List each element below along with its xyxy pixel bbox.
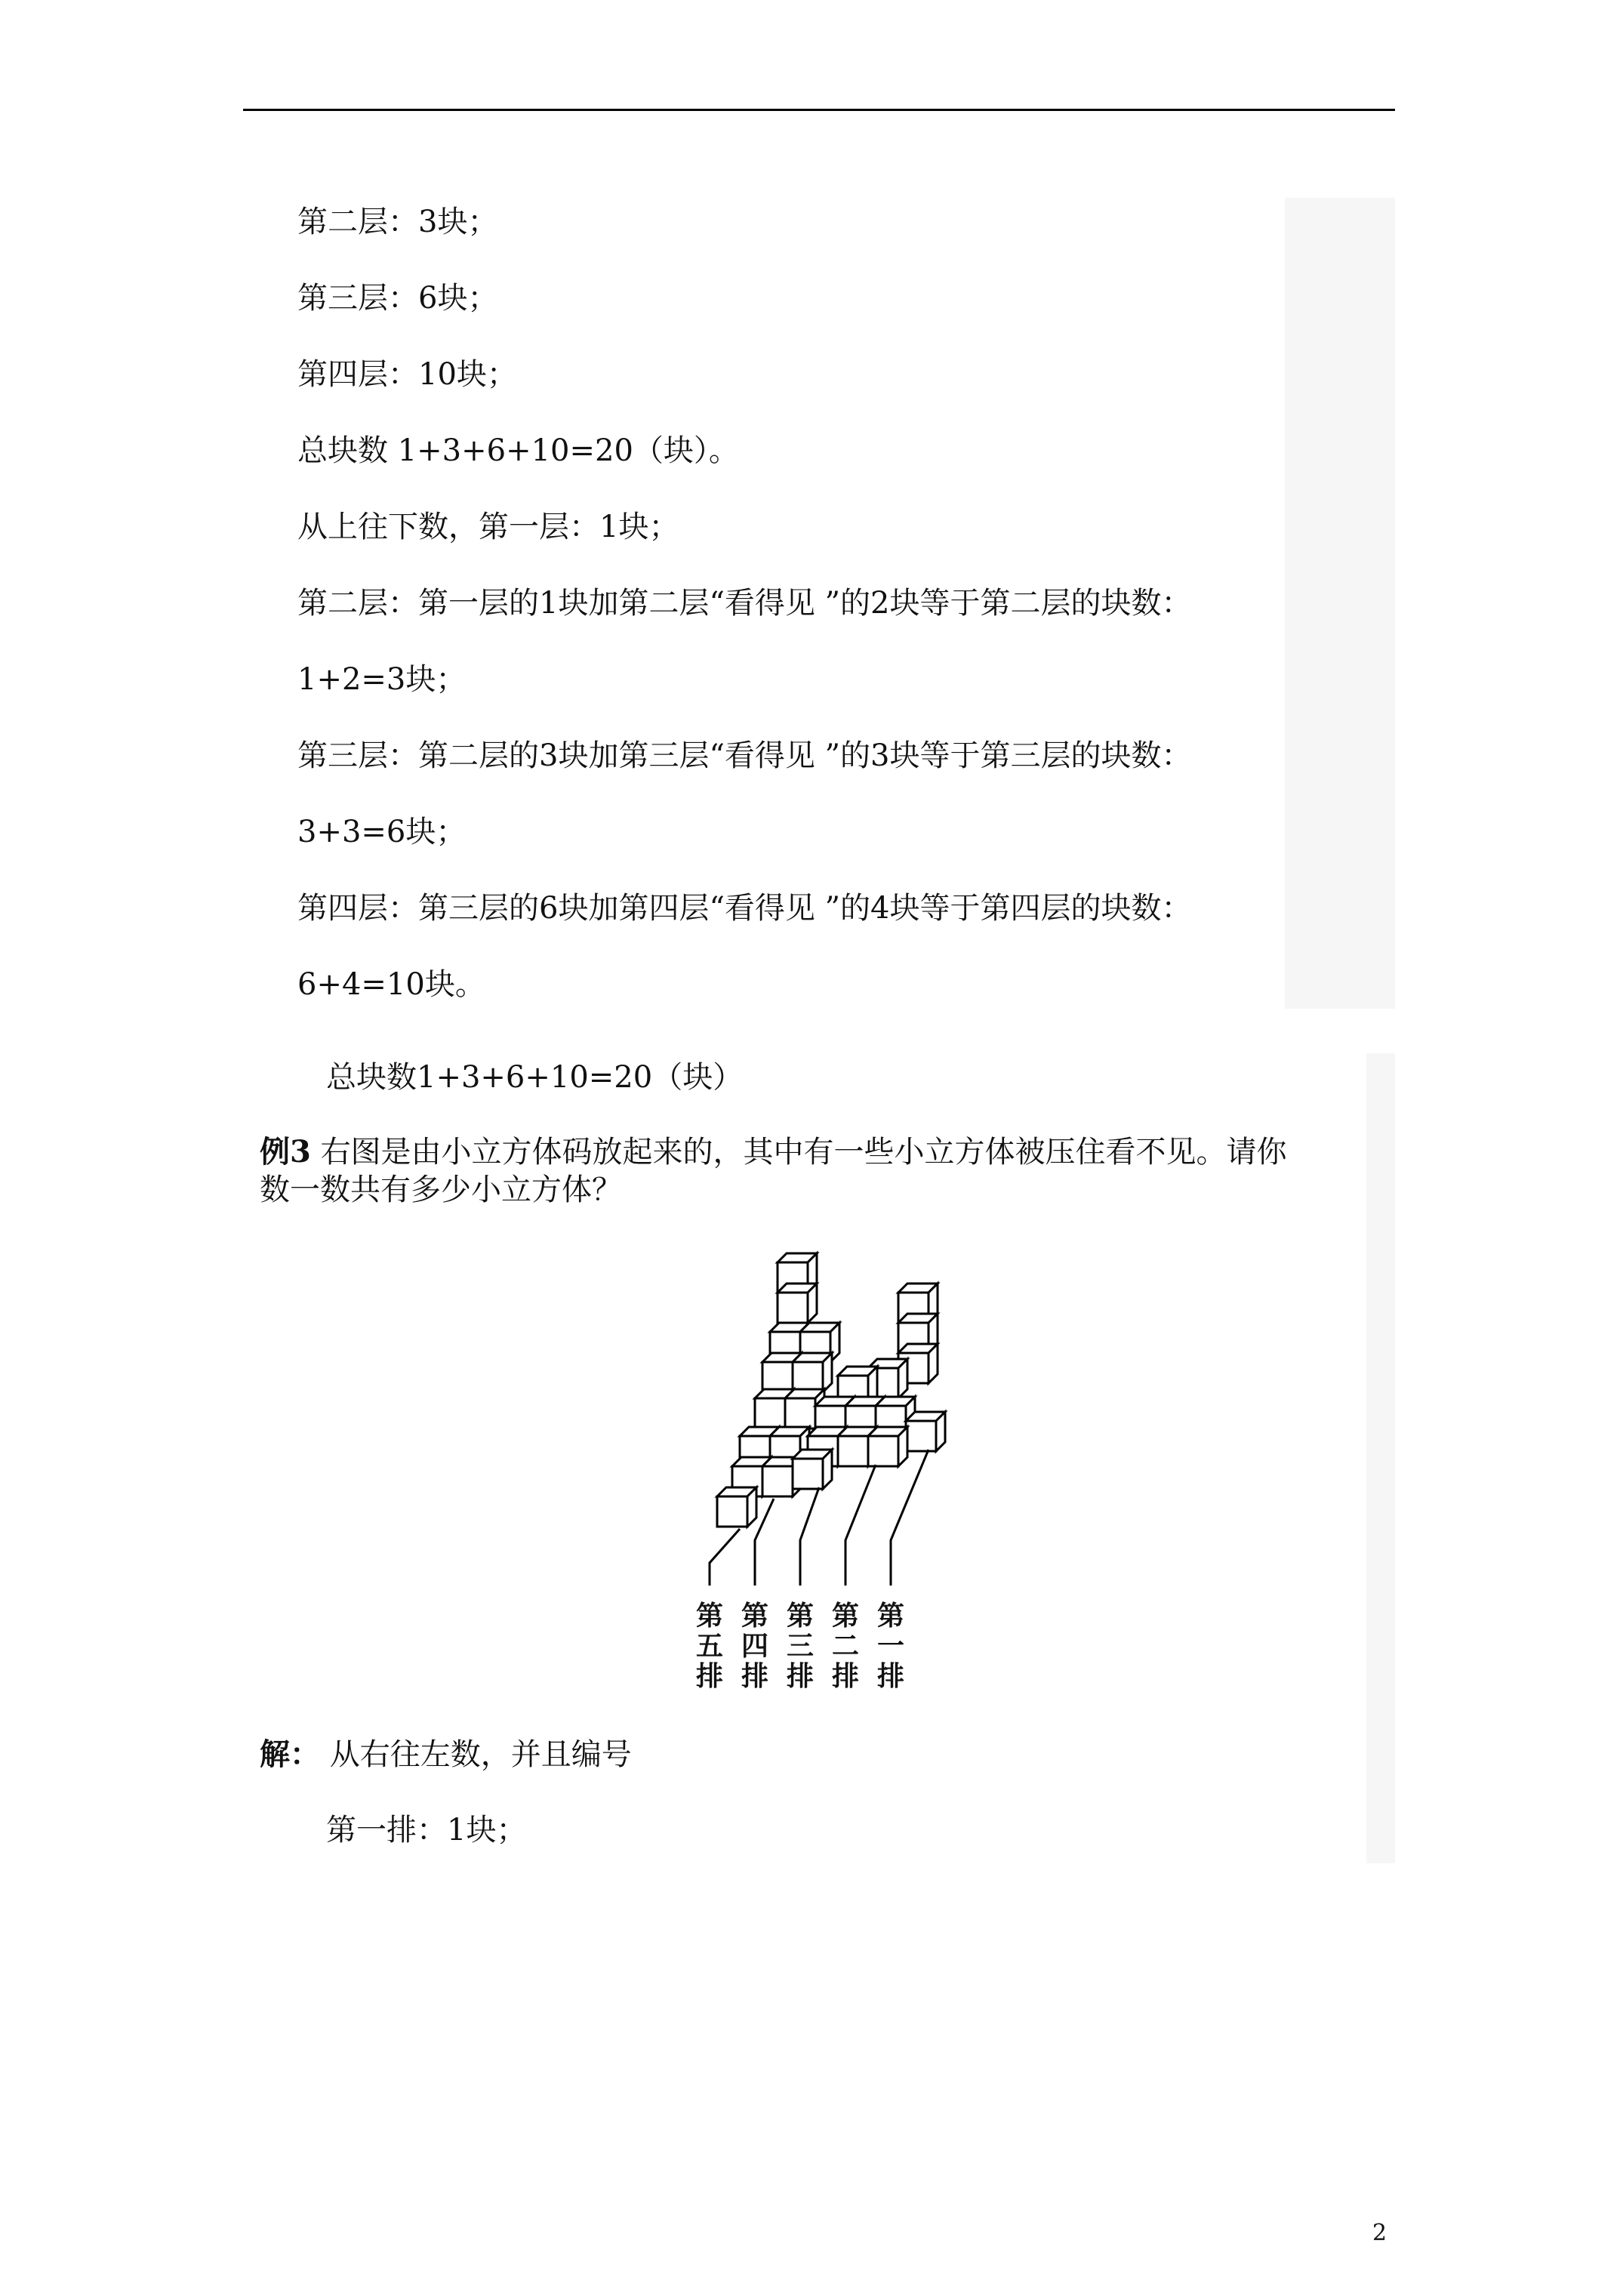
leader-line bbox=[755, 1499, 774, 1586]
cube bbox=[778, 1284, 817, 1323]
leader-line bbox=[891, 1450, 929, 1586]
text-line: 第二层：第一层的1块加第二层“看得见 ”的2块等于第二层的块数： bbox=[297, 586, 1192, 621]
solution-line bbox=[260, 1737, 632, 1773]
cube bbox=[906, 1412, 945, 1451]
solution-label: 解： bbox=[260, 1737, 320, 1772]
total-line: 总块数1+3+6+10=20（块） bbox=[326, 1060, 744, 1095]
text-line: 从上往下数，第一层：1块； bbox=[297, 510, 679, 544]
example-heading bbox=[260, 1134, 1287, 1170]
text-line: 总块数 1+3+6+10=20（块）。 bbox=[297, 433, 739, 468]
text-line: 3+3=6块； bbox=[297, 815, 467, 849]
example-text: 右图是由小立方体码放起来的，其中有一些小立方体被压住看不见。请你 bbox=[320, 1135, 1287, 1170]
first-row-line: 第一排：1块； bbox=[326, 1813, 527, 1848]
cube bbox=[868, 1427, 907, 1466]
header-rule bbox=[243, 109, 1395, 111]
solution-text: 从右往左数，并且编号 bbox=[329, 1737, 632, 1772]
row-label-second: 第 二 排 bbox=[831, 1600, 859, 1692]
text-line: 第四层：10块； bbox=[297, 357, 517, 392]
row-label-first: 第 一 排 bbox=[876, 1600, 904, 1692]
cube bbox=[793, 1353, 832, 1392]
leader-line bbox=[845, 1465, 876, 1586]
text-line: 第三层：6块； bbox=[297, 281, 498, 316]
cube bbox=[793, 1450, 832, 1489]
example-text-continued: 数一数共有多少小立方体？ bbox=[260, 1173, 622, 1207]
example-label: 例3 bbox=[260, 1134, 311, 1170]
row-label-fifth: 第 五 排 bbox=[695, 1600, 723, 1692]
page-number: 2 bbox=[1372, 2220, 1387, 2246]
row-label-fourth: 第 四 排 bbox=[741, 1600, 768, 1692]
cube bbox=[717, 1487, 756, 1527]
text-line: 第三层：第二层的3块加第三层“看得见 ”的3块等于第三层的块数： bbox=[297, 738, 1192, 773]
text-line: 6+4=10块。 bbox=[297, 967, 485, 1002]
leader-line bbox=[800, 1487, 819, 1586]
leader-line bbox=[710, 1529, 740, 1586]
text-line: 第四层：第三层的6块加第四层“看得见 ”的4块等于第四层的块数： bbox=[297, 891, 1192, 926]
text-line: 1+2=3块； bbox=[297, 662, 467, 697]
text-line: 第二层：3块； bbox=[297, 205, 498, 239]
row-label-third: 第 三 排 bbox=[786, 1600, 814, 1692]
